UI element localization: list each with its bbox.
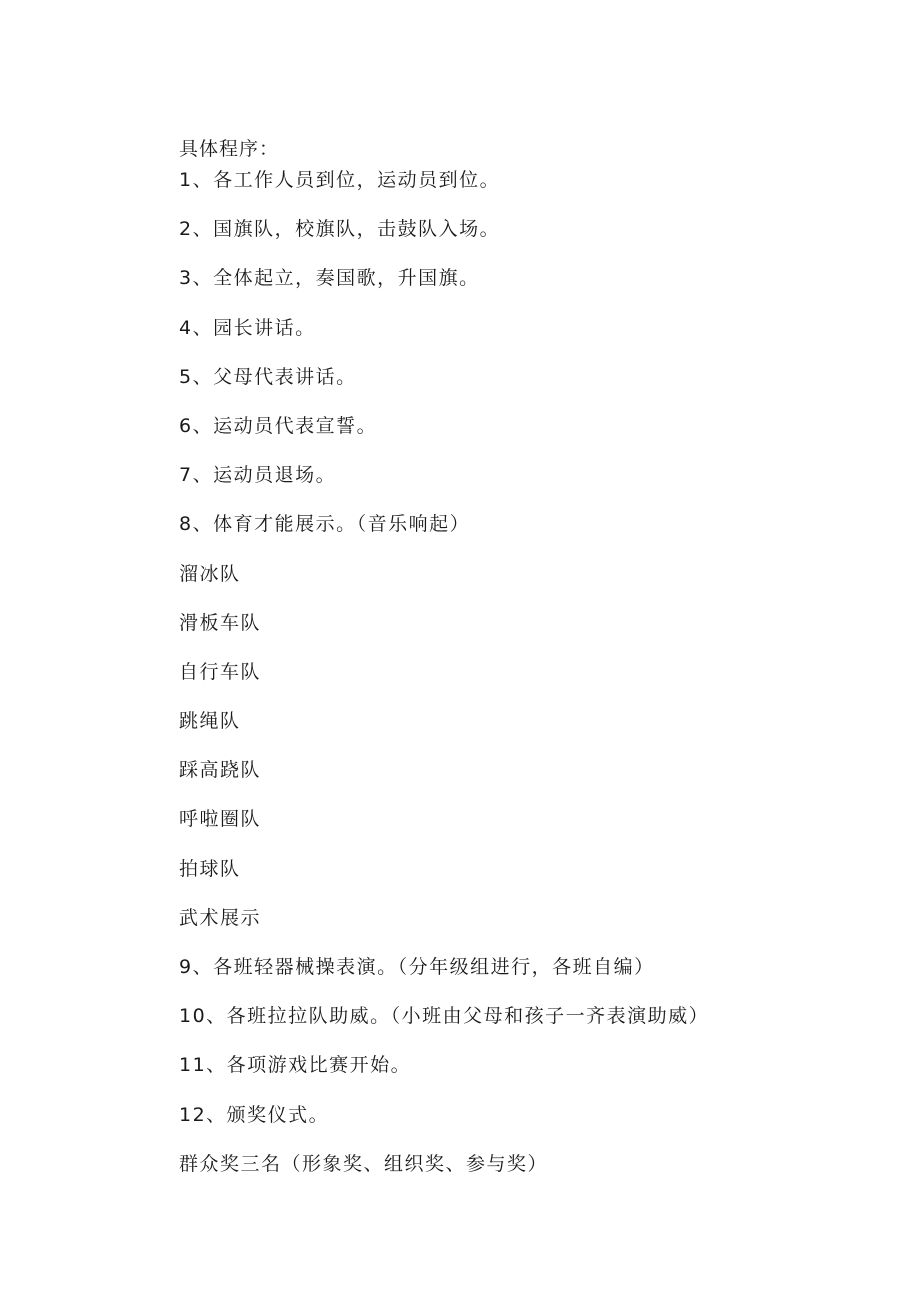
team-item-ball-bouncing: 拍球队 [179, 857, 241, 880]
team-item-martial-arts: 武术展示 [179, 906, 262, 929]
program-line-12: 12、颁奖仪式。 [179, 1103, 330, 1126]
team-item-scooter: 滑板车队 [179, 611, 262, 634]
program-line-7: 7、运动员退场。 [179, 464, 337, 487]
program-line-4: 4、园长讲话。 [179, 316, 316, 339]
award-line: 群众奖三名（形象奖、组织奖、参与奖） [179, 1152, 549, 1175]
team-item-skating: 溜冰队 [179, 562, 241, 585]
team-item-bicycle: 自行车队 [179, 660, 262, 683]
program-line-3: 3、全体起立，奏国歌，升国旗。 [179, 267, 480, 290]
program-line-6: 6、运动员代表宣誓。 [179, 414, 378, 437]
program-line-11: 11、各项游戏比赛开始。 [179, 1054, 412, 1077]
program-line-9: 9、各班轻器械操表演。（分年级组进行，各班自编） [179, 956, 655, 978]
program-list [179, 167, 709, 1200]
program-line-1: 1、各工作人员到位，运动员到位。 [179, 169, 501, 191]
program-line-10: 10、各班拉拉队助威。（小班由父母和孩子一齐表演助威） [179, 1005, 710, 1028]
program-line-5: 5、父母代表讲话。 [179, 365, 357, 388]
program-line-2: 2、国旗队，校旗队，击鼓队入场。 [179, 218, 501, 241]
team-item-hula-hoop: 呼啦圈队 [179, 808, 262, 831]
program-line-8: 8、体育才能展示。（音乐响起） [179, 513, 471, 536]
team-item-jump-rope: 跳绳队 [179, 710, 241, 733]
team-item-stilts: 踩高跷队 [179, 759, 262, 782]
section-heading: 具体程序： [179, 138, 280, 160]
